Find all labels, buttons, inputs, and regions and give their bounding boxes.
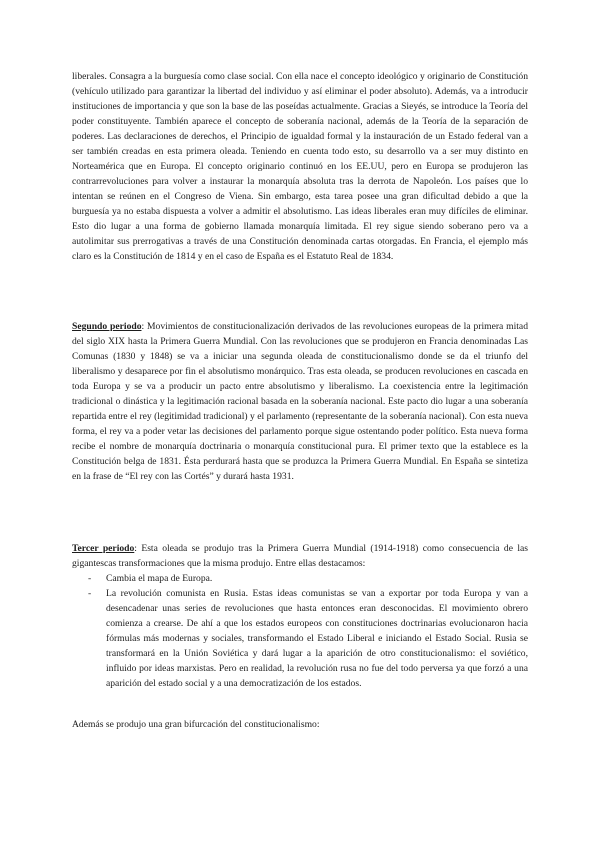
paragraph-tercer-periodo (72, 541, 528, 571)
tercer-periodo-text: : Esta oleada se produjo tras la Primera Guerra Mundial (1914-1918) como consecuencia de las gigantescas transformaciones que la misma produjo. Entre ellas destacamos: (72, 543, 528, 569)
segundo-periodo-heading: Segundo periodo (72, 321, 142, 332)
paragraph-segundo-periodo (72, 319, 528, 484)
paragraph-primer-periodo-continuation: liberales. Consagra a la burguesía como clase social. Con ella nace el concepto ideológico y originario de Constitución (vehículo utilizado para garantizar la libertad del individuo y así eliminar el poder absoluto). Además, va a introducir instituciones de importancia y que son la base de las poseídas actualmente. Gracias a Sieyés, se introduce la Teoría del poder constituyente. También aparece el concepto de soberanía nacional, además de la Teoría de la separación de poderes. Las declaraciones de derechos, el Principio de igualdad formal y la instauración de un Estado federal van a ser también creadas en esta primera oleada. Teniendo en cuenta todo esto, su desarrollo va a ser muy distinto en Norteamérica que en Europa. El concepto originario continuó en los EE.UU, pero en Europa se produjeron las contrarrevoluciones para volver a instaurar la monarquía absoluta tras la derrota de Napoleón. Los países que lo intentan se reúnen en el Congreso de Viena. Sin embargo, esta tarea posee una gran dificultad debido a que la burguesía ya no estaba dispuesta a volver a admitir el absolutismo. Las ideas liberales eran muy difíciles de eliminar. Esto dio lugar a una forma de gobierno llamada monarquía limitada. El rey sigue siendo soberano pero va a autolimitar sus prerrogativas a través de una Constitución denominada cartas otorgadas. En Francia, el ejemplo más claro es la Constitución de 1814 y en el caso de España es el Estatuto Real de 1834. (72, 71, 528, 262)
list-item: - La revolución comunista en Rusia. Estas ideas comunistas se van a exportar por toda Europa y van a desencadenar unas series de revoluciones que hasta entonces eran desconocidas. El movimiento obrero comienza a crearse. De ahí a que los estados europeos con constituciones doctrinarias evolucionaron hacia fórmulas más modernas y sociales, transformando el Estado Liberal e iniciando el Estado Social. Rusia se transformará en la Unión Soviética y dará lugar a la aparición de otro constitucionalismo: el soviético, influido por ideas marxistas. Pero en realidad, la revolución rusa no fue del todo perversa ya que forzó a una aparición del estado social y a una democratización de los estados. (72, 586, 528, 691)
list-item: - Cambia el mapa de Europa. (72, 571, 528, 586)
tercer-periodo-heading: Tercer periodo (72, 543, 135, 554)
section-tercer-periodo (72, 541, 528, 691)
closing-line: Además se produjo una gran bifurcación del constitucionalismo: (72, 719, 320, 730)
segundo-periodo-text: : Movimientos de constitucionalización derivados de las revoluciones europeas de la primera mitad del siglo XIX hasta la Primera Guerra Mundial. Con las revoluciones que se produjeron en Francia denominadas Las Comunas (1830 y 1848) se va a iniciar una segunda oleada de constitucionalismo donde se da el triunfo del liberalismo y desaparece por fin el absolutismo monárquico. Tras esta oleada, se producen revoluciones en cascada en toda Europa y se va a producir un pacto entre absolutismo y liberalismo. La coexistencia entre la legitimación tradicional o dinástica y la legitimación racional basada en la soberanía nacional. Este pacto dio lugar a una soberanía repartida entre el rey (legitimidad tradicional) y el parlamento (representante de la soberanía nacional). Con esta nueva forma, el rey va a poder vetar las decisiones del parlamento porque sigue ostentando poder político. Esta nueva forma recibe el nombre de monarquía doctrinaria o monarquía constitucional pura. El primer texto que la establece es la Constitución belga de 1831. Ésta perdurará hasta que se produzca la Primera Guerra Mundial. En España se sintetiza en la frase de “El rey con las Cortés” y durará hasta 1931. (72, 321, 528, 482)
transformations-list (72, 571, 528, 691)
